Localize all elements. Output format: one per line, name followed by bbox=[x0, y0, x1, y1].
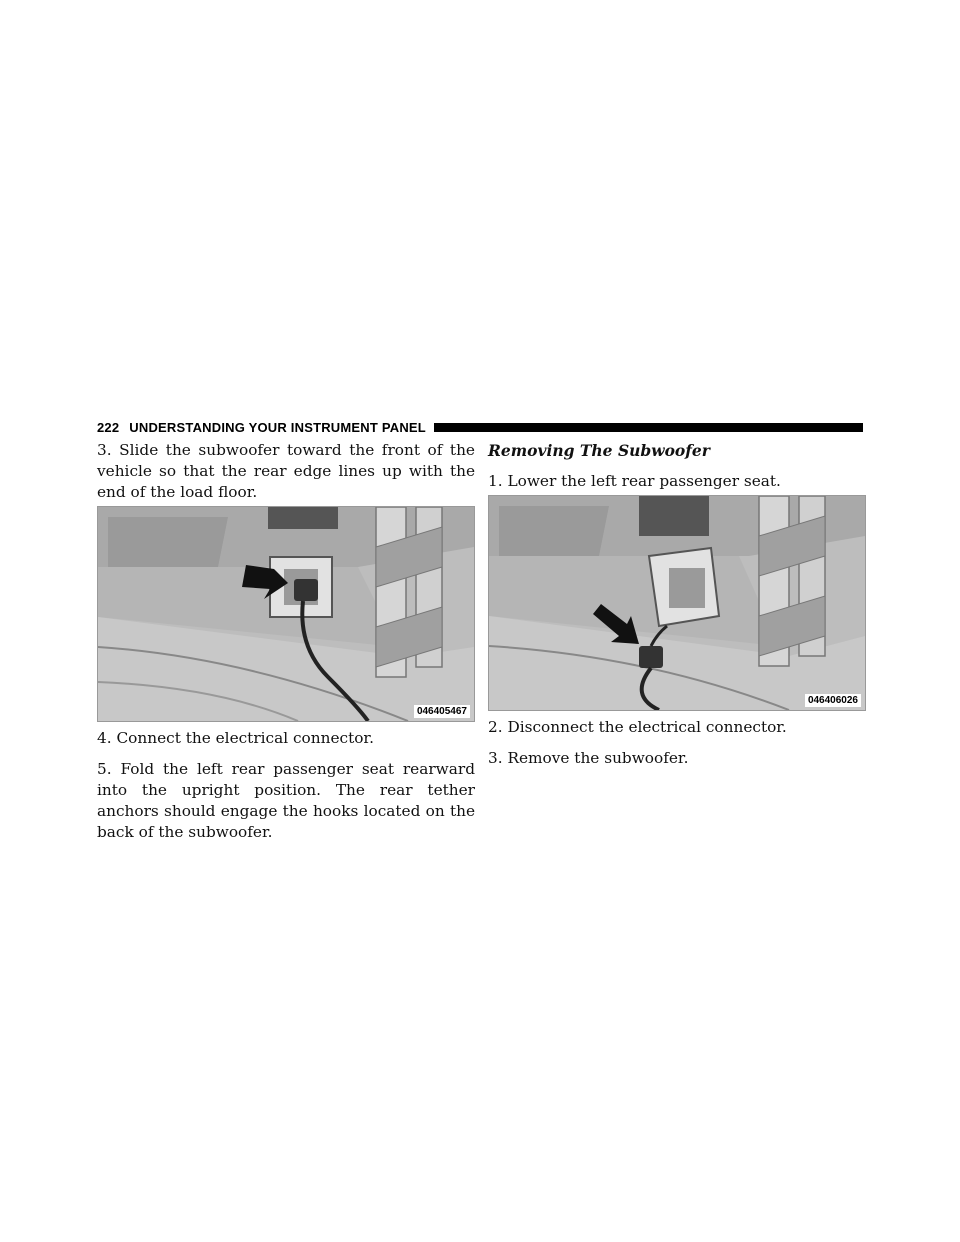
step-4-connect-connector: 4. Connect the electrical connector. bbox=[97, 729, 374, 747]
page-number: 222 bbox=[97, 419, 120, 435]
step-3-slide-subwoofer: 3. Slide the subwoofer toward the front of the vehicle so that the rear edge lines up with the end of the load floor. bbox=[97, 441, 475, 501]
subwoofer-install-illustration bbox=[98, 507, 474, 721]
subwoofer-removal-illustration bbox=[489, 496, 865, 710]
header-rule bbox=[434, 423, 863, 432]
figure-disconnect-connector bbox=[488, 495, 866, 711]
figure-code: 046405467 bbox=[414, 705, 470, 718]
section-title: UNDERSTANDING YOUR INSTRUMENT PANEL bbox=[129, 419, 426, 435]
section-heading-removing-subwoofer: Removing The Subwoofer bbox=[488, 441, 710, 460]
step-2-disconnect-connector: 2. Disconnect the electrical connector. bbox=[488, 718, 787, 736]
step-5-fold-seat: 5. Fold the left rear passenger seat rearward into the upright position. The rear tether anchors should engage the hooks located on the back of the subwoofer. bbox=[97, 760, 475, 841]
step-1-lower-seat: 1. Lower the left rear passenger seat. bbox=[488, 472, 781, 490]
right-column bbox=[488, 440, 866, 769]
left-column bbox=[97, 440, 475, 843]
step-3-remove-subwoofer: 3. Remove the subwoofer. bbox=[488, 749, 689, 767]
figure-connect-connector bbox=[97, 506, 475, 722]
figure-code: 046406026 bbox=[805, 694, 861, 707]
page-header bbox=[97, 418, 863, 436]
